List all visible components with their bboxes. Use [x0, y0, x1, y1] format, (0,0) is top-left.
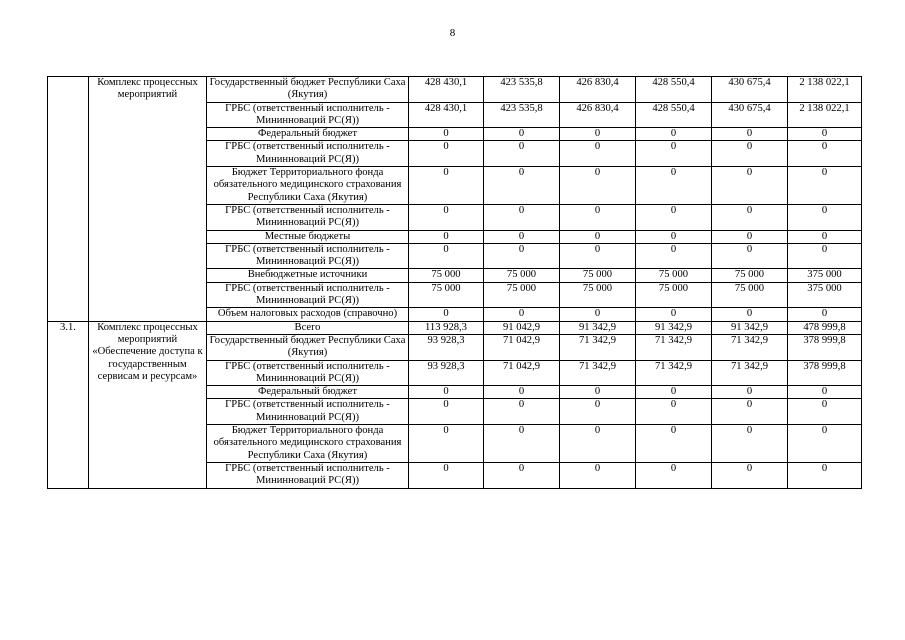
year-value-cell: 0: [409, 308, 484, 321]
year-value-cell: 0: [636, 141, 712, 167]
page-number: 8: [449, 27, 456, 39]
year-value-cell: 0: [484, 462, 560, 488]
total-value-cell: 0: [788, 243, 862, 269]
table-row: [48, 77, 862, 103]
total-value-cell: 0: [788, 204, 862, 230]
total-value-cell: 375 000: [788, 269, 862, 282]
funding-source: ГРБС (ответственный исполнитель - Мининноваций РС(Я)): [207, 360, 409, 386]
total-value-cell: 0: [788, 386, 862, 399]
year-value-cell: 430 675,4: [712, 102, 788, 128]
year-value-cell: 75 000: [409, 269, 484, 282]
year-value-cell: 0: [484, 308, 560, 321]
year-value-cell: 0: [484, 128, 560, 141]
year-value-cell: 0: [636, 386, 712, 399]
year-value-cell: 0: [409, 462, 484, 488]
total-value-cell: 0: [788, 462, 862, 488]
year-value-cell: 71 342,9: [560, 334, 636, 360]
total-value-cell: 378 999,8: [788, 334, 862, 360]
budget-table: [47, 76, 862, 489]
funding-source: Государственный бюджет Республики Саха (Якутия): [207, 77, 409, 103]
year-value-cell: 0: [484, 425, 560, 463]
section-code: 3.1.: [48, 321, 89, 488]
total-value-cell: 0: [788, 230, 862, 243]
year-value-cell: 0: [560, 141, 636, 167]
year-value-cell: 93 928,3: [409, 360, 484, 386]
year-value-cell: 91 342,9: [560, 321, 636, 334]
budget-table-body: [48, 77, 862, 489]
year-value-cell: 0: [712, 399, 788, 425]
year-value-cell: 75 000: [409, 282, 484, 308]
funding-source: Государственный бюджет Республики Саха (Якутия): [207, 334, 409, 360]
year-value-cell: 71 342,9: [712, 360, 788, 386]
funding-source: Бюджет Территориального фонда обязательного медицинского страхования Республики Саха (Якутия): [207, 167, 409, 205]
year-value-cell: 0: [409, 243, 484, 269]
year-value-cell: 0: [560, 230, 636, 243]
year-value-cell: 0: [560, 462, 636, 488]
funding-source: ГРБС (ответственный исполнитель - Мининноваций РС(Я)): [207, 462, 409, 488]
year-value-cell: 0: [636, 462, 712, 488]
year-value-cell: 0: [712, 230, 788, 243]
total-value-cell: 0: [788, 167, 862, 205]
year-value-cell: 0: [409, 399, 484, 425]
year-value-cell: 71 342,9: [560, 360, 636, 386]
year-value-cell: 0: [560, 399, 636, 425]
funding-source: Федеральный бюджет: [207, 128, 409, 141]
year-value-cell: 428 430,1: [409, 77, 484, 103]
year-value-cell: 0: [560, 243, 636, 269]
year-value-cell: 0: [636, 128, 712, 141]
year-value-cell: 428 550,4: [636, 102, 712, 128]
year-value-cell: 0: [712, 386, 788, 399]
year-value-cell: 91 342,9: [712, 321, 788, 334]
table-row: [48, 321, 862, 334]
year-value-cell: 0: [484, 230, 560, 243]
funding-source: ГРБС (ответственный исполнитель - Мининноваций РС(Я)): [207, 399, 409, 425]
year-value-cell: 0: [484, 399, 560, 425]
year-value-cell: 0: [636, 308, 712, 321]
funding-source: Внебюджетные источники: [207, 269, 409, 282]
section-code: [48, 77, 89, 322]
funding-source: ГРБС (ответственный исполнитель - Мининноваций РС(Я)): [207, 141, 409, 167]
funding-source: ГРБС (ответственный исполнитель - Мининноваций РС(Я)): [207, 282, 409, 308]
year-value-cell: 0: [409, 167, 484, 205]
year-value-cell: 71 342,9: [636, 334, 712, 360]
year-value-cell: 428 430,1: [409, 102, 484, 128]
year-value-cell: 423 535,8: [484, 102, 560, 128]
year-value-cell: 0: [560, 386, 636, 399]
funding-source: Всего: [207, 321, 409, 334]
year-value-cell: 0: [636, 167, 712, 205]
year-value-cell: 75 000: [712, 282, 788, 308]
year-value-cell: 0: [484, 167, 560, 205]
year-value-cell: 0: [712, 462, 788, 488]
year-value-cell: 0: [484, 243, 560, 269]
funding-source: ГРБС (ответственный исполнитель - Мининноваций РС(Я)): [207, 102, 409, 128]
year-value-cell: 426 830,4: [560, 102, 636, 128]
year-value-cell: 0: [409, 204, 484, 230]
year-value-cell: 75 000: [636, 282, 712, 308]
year-value-cell: 423 535,8: [484, 77, 560, 103]
year-value-cell: 0: [560, 204, 636, 230]
year-value-cell: 0: [712, 425, 788, 463]
year-value-cell: 0: [712, 308, 788, 321]
total-value-cell: 0: [788, 308, 862, 321]
year-value-cell: 428 550,4: [636, 77, 712, 103]
total-value-cell: 0: [788, 141, 862, 167]
year-value-cell: 75 000: [712, 269, 788, 282]
funding-source: Объем налоговых расходов (справочно): [207, 308, 409, 321]
year-value-cell: 0: [712, 141, 788, 167]
section-name: Комплекс процессных мероприятий «Обеспечение доступа к государственным сервисам и ресурсам»: [89, 321, 207, 488]
year-value-cell: 426 830,4: [560, 77, 636, 103]
total-value-cell: 0: [788, 128, 862, 141]
year-value-cell: 0: [560, 308, 636, 321]
year-value-cell: 0: [636, 425, 712, 463]
total-value-cell: 375 000: [788, 282, 862, 308]
year-value-cell: 75 000: [484, 282, 560, 308]
year-value-cell: 0: [560, 128, 636, 141]
year-value-cell: 0: [712, 243, 788, 269]
total-value-cell: 478 999,8: [788, 321, 862, 334]
year-value-cell: 75 000: [560, 282, 636, 308]
year-value-cell: 0: [484, 204, 560, 230]
year-value-cell: 71 042,9: [484, 334, 560, 360]
year-value-cell: 0: [484, 386, 560, 399]
year-value-cell: 0: [484, 141, 560, 167]
year-value-cell: 0: [712, 128, 788, 141]
year-value-cell: 0: [409, 425, 484, 463]
funding-source: Бюджет Территориального фонда обязательного медицинского страхования Республики Саха (Якутия): [207, 425, 409, 463]
year-value-cell: 0: [409, 141, 484, 167]
section-name: Комплекс процессных мероприятий: [89, 77, 207, 322]
total-value-cell: 378 999,8: [788, 360, 862, 386]
total-value-cell: 2 138 022,1: [788, 77, 862, 103]
year-value-cell: 0: [560, 425, 636, 463]
total-value-cell: 2 138 022,1: [788, 102, 862, 128]
year-value-cell: 113 928,3: [409, 321, 484, 334]
year-value-cell: 0: [636, 243, 712, 269]
funding-source: ГРБС (ответственный исполнитель - Мининноваций РС(Я)): [207, 204, 409, 230]
year-value-cell: 75 000: [560, 269, 636, 282]
funding-source: Федеральный бюджет: [207, 386, 409, 399]
year-value-cell: 0: [636, 204, 712, 230]
year-value-cell: 0: [636, 230, 712, 243]
year-value-cell: 0: [409, 386, 484, 399]
year-value-cell: 0: [409, 230, 484, 243]
year-value-cell: 0: [712, 167, 788, 205]
year-value-cell: 71 342,9: [636, 360, 712, 386]
year-value-cell: 75 000: [636, 269, 712, 282]
total-value-cell: 0: [788, 425, 862, 463]
year-value-cell: 0: [636, 399, 712, 425]
year-value-cell: 430 675,4: [712, 77, 788, 103]
year-value-cell: 0: [409, 128, 484, 141]
year-value-cell: 91 042,9: [484, 321, 560, 334]
year-value-cell: 0: [560, 167, 636, 205]
year-value-cell: 0: [712, 204, 788, 230]
year-value-cell: 91 342,9: [636, 321, 712, 334]
funding-source: Местные бюджеты: [207, 230, 409, 243]
funding-source: ГРБС (ответственный исполнитель - Мининноваций РС(Я)): [207, 243, 409, 269]
year-value-cell: 75 000: [484, 269, 560, 282]
total-value-cell: 0: [788, 399, 862, 425]
year-value-cell: 71 042,9: [484, 360, 560, 386]
year-value-cell: 93 928,3: [409, 334, 484, 360]
year-value-cell: 71 342,9: [712, 334, 788, 360]
